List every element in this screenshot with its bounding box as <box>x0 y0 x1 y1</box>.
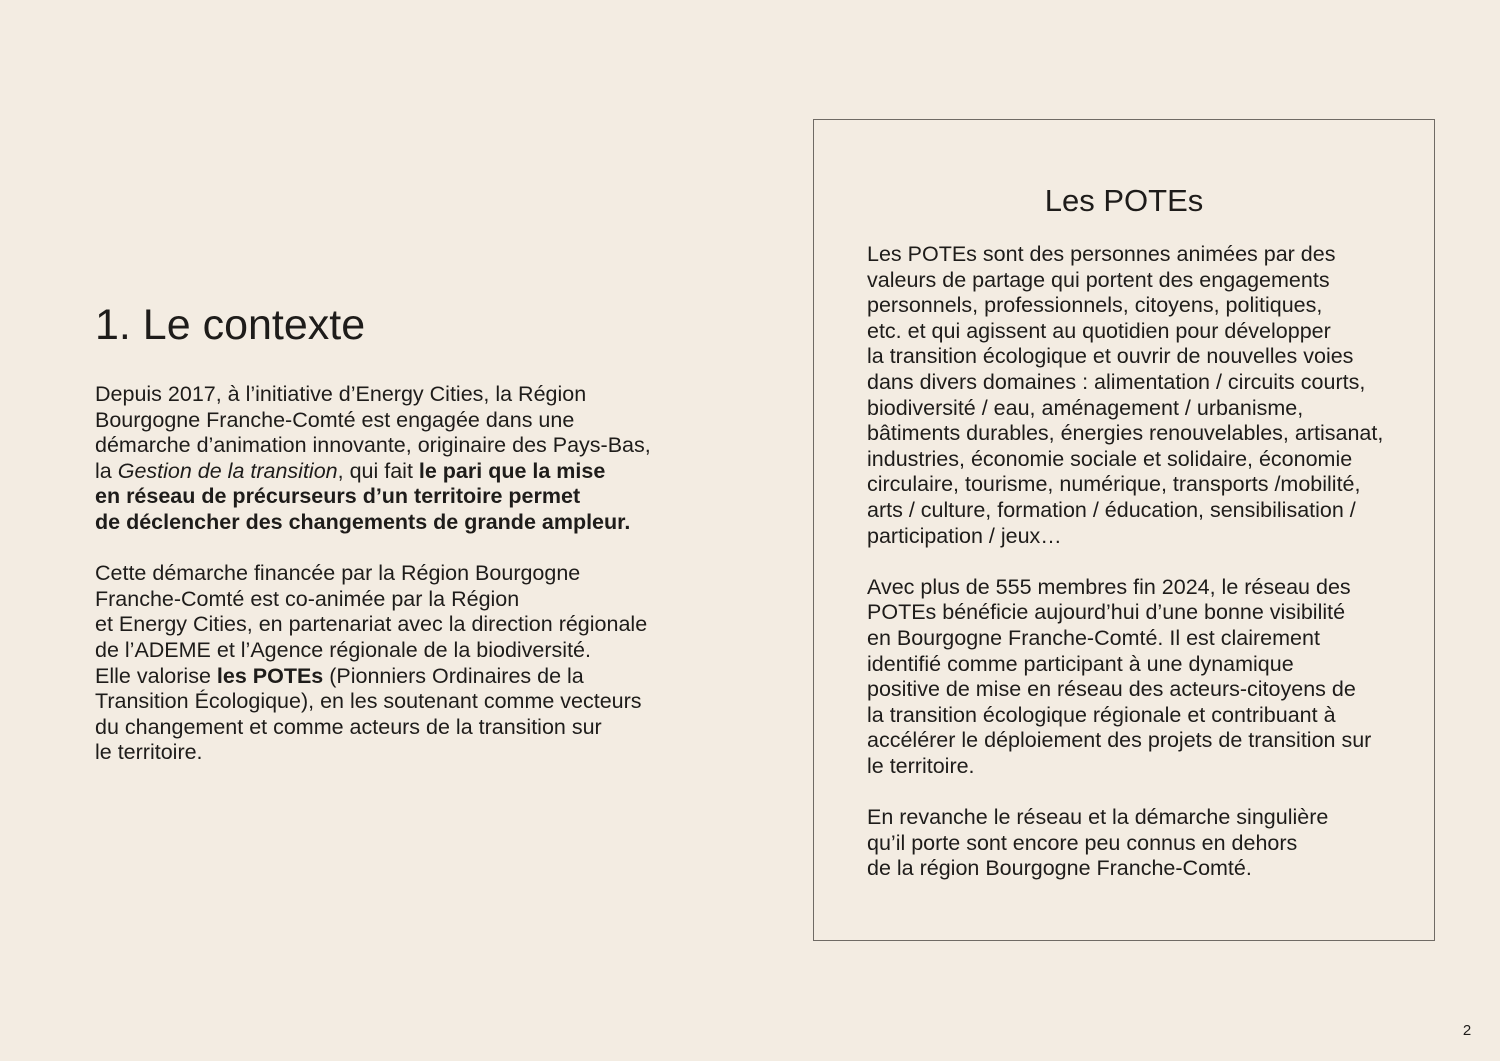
text-run: , qui fait <box>337 458 419 483</box>
text-run: (Pionniers Ordinaires de la <box>323 663 584 688</box>
text-line <box>95 664 695 690</box>
text-line: le territoire. <box>95 740 203 765</box>
potes-paragraph-2 <box>867 575 1427 780</box>
text-line <box>95 459 695 485</box>
text-line <box>95 510 695 536</box>
text-line: et Energy Cities, en partenariat avec la direction régionale <box>95 612 648 637</box>
text-line: du changement et comme acteurs de la transition sur <box>95 714 602 739</box>
text-line: personnels, professionnels, citoyens, politiques, <box>867 293 1323 318</box>
text-line: la transition écologique régionale et contribuant à <box>867 702 1336 727</box>
bold-emphasis: le pari que la mise <box>418 458 606 483</box>
page-number: 2 <box>1462 1022 1472 1039</box>
bold-emphasis: en réseau de précurseurs d’un territoire permet <box>95 484 581 509</box>
potes-title: Les POTEs <box>1044 183 1204 218</box>
section-title: 1. Le contexte <box>95 301 366 349</box>
bold-emphasis: les POTEs <box>216 663 324 688</box>
text-line: Avec plus de 555 membres fin 2024, le réseau des <box>867 574 1351 599</box>
text-line: Transition Écologique), en les soutenant comme vecteurs <box>95 689 642 714</box>
text-line: Cette démarche financée par la Région Bourgogne <box>95 561 581 586</box>
text-line: la transition écologique et ouvrir de nouvelles voies <box>867 344 1354 369</box>
text-line: le territoire. <box>867 753 975 778</box>
text-line: arts / culture, formation / éducation, sensibilisation / <box>867 497 1356 522</box>
text-run: la <box>95 458 118 483</box>
text-line: accélérer le déploiement des projets de transition sur <box>867 728 1372 753</box>
context-paragraph-1 <box>95 382 695 536</box>
context-paragraph-2 <box>95 561 695 766</box>
italic-term: Gestion de la transition <box>117 458 338 483</box>
text-line: de l’ADEME et l’Agence régionale de la biodiversité. <box>95 637 591 662</box>
potes-paragraph-3 <box>867 805 1427 882</box>
text-line: Bourgogne Franche-Comté est engagée dans une <box>95 407 575 432</box>
potes-text <box>867 242 1427 882</box>
text-line: industries, économie sociale et solidaire, économie <box>867 446 1353 471</box>
potes-paragraph-1 <box>867 242 1427 549</box>
text-line: En revanche le réseau et la démarche singulière <box>867 805 1329 830</box>
text-line: identifié comme participant à une dynamique <box>867 651 1294 676</box>
text-line: qu’il porte sont encore peu connus en dehors <box>867 830 1298 855</box>
text-line: biodiversité / eau, aménagement / urbanisme, <box>867 395 1304 420</box>
text-line: de la région Bourgogne Franche-Comté. <box>867 856 1252 881</box>
context-text <box>95 382 695 766</box>
text-line: bâtiments durables, énergies renouvelables, artisanat, <box>867 421 1384 446</box>
bold-emphasis: de déclencher des changements de grande ampleur. <box>95 509 631 534</box>
text-line: démarche d’animation innovante, originaire des Pays-Bas, <box>95 433 651 458</box>
text-line: etc. et qui agissent au quotidien pour développer <box>867 318 1331 343</box>
text-run: Elle valorise <box>95 663 217 688</box>
text-line: Franche-Comté est co-animée par la Région <box>95 586 520 611</box>
text-line: en Bourgogne Franche-Comté. Il est clairement <box>867 625 1320 650</box>
text-line: Depuis 2017, à l’initiative d’Energy Cities, la Région <box>95 382 587 406</box>
text-line: positive de mise en réseau des acteurs-citoyens de <box>867 677 1356 702</box>
text-line: POTEs bénéficie aujourd’hui d’une bonne visibilité <box>867 600 1346 625</box>
text-line: Les POTEs sont des personnes animées par des <box>867 242 1336 266</box>
text-line: valeurs de partage qui portent des engagements <box>867 267 1330 292</box>
text-line: participation / jeux… <box>867 523 1062 548</box>
text-line: circulaire, tourisme, numérique, transports /mobilité, <box>867 472 1361 497</box>
text-line: dans divers domaines : alimentation / circuits courts, <box>867 369 1366 394</box>
text-line <box>95 484 695 510</box>
